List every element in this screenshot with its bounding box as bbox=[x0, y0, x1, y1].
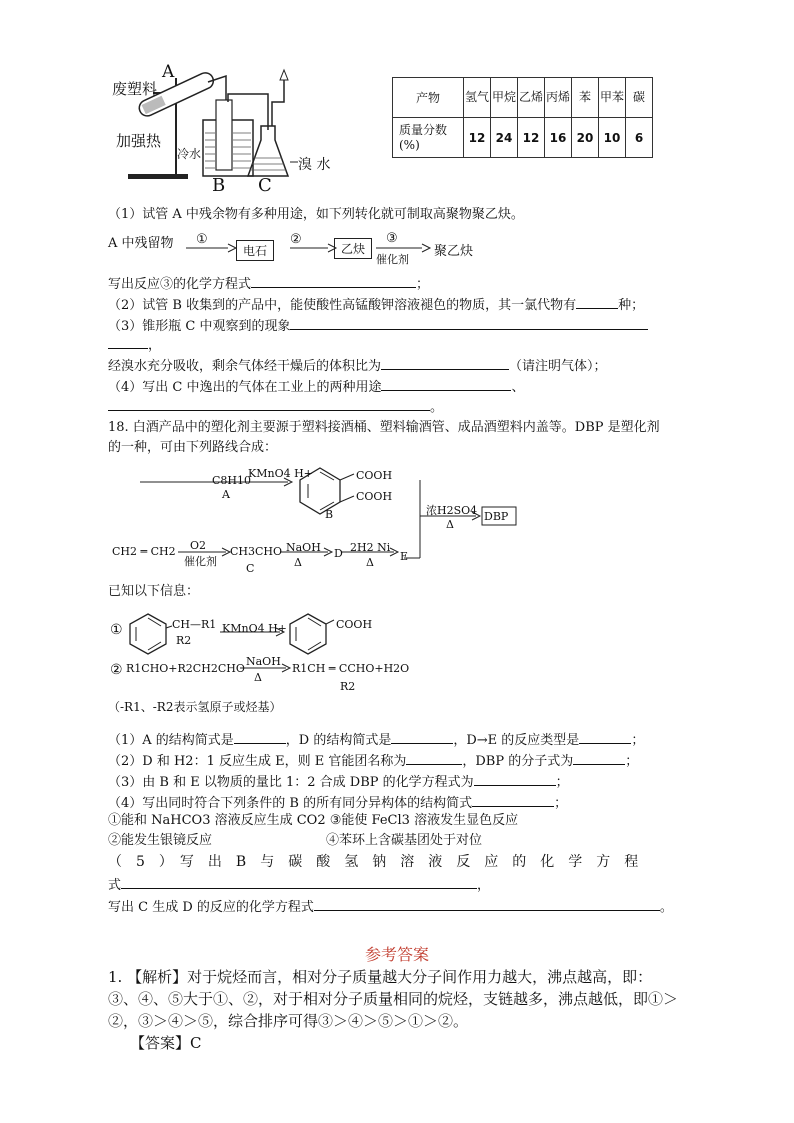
q18-s4 bbox=[108, 792, 567, 813]
answer-1-line-1: 1. 【解析】对于烷烃而言，相对分子质量越大分子间作用力越大，沸点越高，即： bbox=[108, 968, 653, 986]
q18-s1-end: ； bbox=[631, 733, 645, 748]
o2: O2 bbox=[190, 539, 207, 552]
dbp-box: DBP bbox=[484, 510, 509, 523]
table-cell: 24 bbox=[491, 118, 518, 158]
catalyst-label: 催化剂 bbox=[376, 253, 409, 266]
naoh-1: NaOH bbox=[286, 541, 321, 554]
q17-p3-end: 种； bbox=[618, 298, 645, 313]
info2-number: ② bbox=[110, 662, 123, 678]
q17-p2-end: ； bbox=[416, 277, 430, 292]
label-b: B bbox=[212, 175, 226, 196]
naoh-2: NaOH bbox=[246, 655, 281, 668]
q17-p6-text: （4）写出 C 中逸出的气体在工业上的两种用途 bbox=[108, 380, 382, 395]
q18-conditions-2 bbox=[108, 832, 482, 850]
q18-s3-end: ； bbox=[555, 775, 569, 790]
q17-p7-end: 。 bbox=[430, 400, 444, 415]
q18-s2-text: （2）D 和 H2：1 反应生成 E，则 E 官能团名称为 bbox=[108, 754, 407, 769]
q17-part1: （1）试管 A 中残余物有多种用途，如下列转化就可制取高聚物聚乙炔。 bbox=[108, 207, 524, 222]
table-cell: 乙烯 bbox=[518, 78, 545, 118]
answers-title: 参考答案 bbox=[364, 945, 429, 964]
ethene: CH2 ═ CH2 bbox=[112, 545, 176, 558]
ch-r1: CH—R1 bbox=[172, 618, 217, 631]
r-group-note: （-R1、-R2表示氢原子或烃基） bbox=[108, 700, 282, 714]
answer-blank[interactable] bbox=[406, 750, 462, 765]
answer-blank[interactable] bbox=[472, 792, 554, 807]
answer-blank[interactable] bbox=[576, 294, 618, 309]
q17-p2-text: 写出反应③的化学方程式 bbox=[108, 277, 252, 292]
info1-number: ① bbox=[110, 622, 123, 638]
step-1-marker: ① bbox=[196, 232, 208, 247]
answer-blank[interactable] bbox=[121, 874, 477, 889]
answer-1-line-2: ③、④、⑤大于①、②，对于相对分子质量相同的烷烃，支链越多，沸点越低，即①＞ bbox=[108, 990, 679, 1008]
answer-1-line-3: ②，③＞④＞⑤，综合排序可得③＞④＞⑤＞①＞②。 bbox=[108, 1012, 469, 1030]
answer-blank[interactable] bbox=[474, 771, 556, 786]
answer-blank[interactable] bbox=[108, 334, 148, 349]
table-cell: 6 bbox=[626, 118, 653, 158]
d-label: D bbox=[334, 547, 343, 560]
step-2-marker: ② bbox=[290, 232, 302, 247]
kmno4-2: KMnO4 H+ bbox=[222, 622, 287, 635]
answer-blank[interactable] bbox=[381, 355, 509, 370]
answer-blank[interactable] bbox=[391, 729, 453, 744]
cooh-1: COOH bbox=[356, 469, 393, 482]
label-c: C bbox=[258, 175, 272, 196]
b-label: B bbox=[325, 508, 334, 521]
table-row-head: 质量分数(%) bbox=[393, 118, 464, 158]
q18-s1b-text: ，D 的结构简式是 bbox=[285, 733, 392, 748]
condition-4: ④苯环上含碳基团处于对位 bbox=[326, 833, 483, 848]
q17-p4b bbox=[108, 334, 161, 355]
a-label: A bbox=[222, 488, 230, 501]
cooh-2: COOH bbox=[356, 490, 393, 503]
info2-r2: R2 bbox=[340, 680, 356, 693]
label-a: A bbox=[162, 62, 175, 82]
step-3-marker: ③ bbox=[386, 231, 398, 246]
q18-s6 bbox=[108, 896, 673, 917]
q17-p7 bbox=[108, 396, 443, 417]
q18-s4-end: ； bbox=[554, 796, 568, 811]
h2-ni: 2H2 Ni bbox=[350, 541, 391, 554]
table-cell: 苯 bbox=[572, 78, 599, 118]
table-row-head: 产物 bbox=[393, 78, 464, 118]
answer-1-result: 【答案】C bbox=[130, 1034, 202, 1052]
q18-s5: （ 5 ） 写 出 B 与 碳 酸 氢 钠 溶 液 反 应 的 化 学 方 程 bbox=[108, 854, 639, 870]
info2-right: R1CH ═ CCHO+H2O bbox=[292, 662, 410, 675]
e-label: E bbox=[400, 550, 409, 563]
answer-blank[interactable] bbox=[573, 750, 625, 765]
q17-p6 bbox=[108, 376, 525, 397]
q18-conditions-1 bbox=[108, 812, 518, 830]
catalyst-2: 催化剂 bbox=[184, 555, 217, 568]
table-cell: 12 bbox=[518, 118, 545, 158]
q17-reaction-chain bbox=[108, 232, 174, 251]
label-waste-plastic: 废塑料 bbox=[112, 80, 158, 98]
q18-s5b-text: 式 bbox=[108, 878, 122, 893]
table-cell: 10 bbox=[599, 118, 626, 158]
delta-3: Δ bbox=[366, 556, 374, 569]
table-cell: 碳 bbox=[626, 78, 653, 118]
q17-p3 bbox=[108, 294, 644, 315]
q17-p4-text: （3）锥形瓶 C 中观察到的现象 bbox=[108, 319, 291, 334]
q18-s5b-end: ， bbox=[477, 878, 491, 893]
q18-s6-end: 。 bbox=[659, 900, 673, 915]
table-cell: 氢气 bbox=[464, 78, 491, 118]
acetaldehyde: CH3CHO bbox=[230, 545, 283, 558]
q18-s4-text: （4）写出同时符合下列条件的 B 的所有同分异构体的结构简式 bbox=[108, 796, 473, 811]
q18-s1c-text: ，D→E 的反应类型是 bbox=[453, 733, 580, 748]
answer-blank[interactable] bbox=[234, 729, 286, 744]
condition-3: ③能使 FeCl3 溶液发生显色反应 bbox=[329, 813, 519, 828]
known-info-heading: 已知以下信息： bbox=[108, 584, 200, 599]
q18-s1 bbox=[108, 729, 644, 750]
table-cell: 20 bbox=[572, 118, 599, 158]
q18-s5b bbox=[108, 874, 490, 895]
conc-sulfuric-acid: 浓H2SO4 bbox=[426, 504, 478, 517]
table-cell: 16 bbox=[545, 118, 572, 158]
q17-p5 bbox=[108, 355, 607, 376]
q18-s6-text: 写出 C 生成 D 的反应的化学方程式 bbox=[108, 900, 314, 915]
delta-4: Δ bbox=[254, 671, 262, 684]
box-acetylene: 乙炔 bbox=[334, 238, 372, 259]
label-cold-water: 冷水 bbox=[177, 147, 202, 161]
answer-blank[interactable] bbox=[579, 729, 631, 744]
c-label: C bbox=[246, 562, 255, 575]
q17-p6-sep: 、 bbox=[511, 380, 525, 395]
answer-blank[interactable] bbox=[290, 315, 648, 330]
a-formula: C8H10 bbox=[212, 474, 252, 487]
q18-s2-end: ； bbox=[625, 754, 639, 769]
answer-blank[interactable] bbox=[381, 376, 511, 391]
q18-s3-text: （3）由 B 和 E 以物质的量比 1：2 合成 DBP 的化学方程式为 bbox=[108, 775, 474, 790]
info2-left: R1CHO+R2CH2CHO bbox=[126, 662, 245, 675]
condition-2: ②能发生银镜反应 bbox=[108, 833, 213, 848]
q18-s2b-text: ，DBP 的分子式为 bbox=[462, 754, 574, 769]
table-cell: 甲苯 bbox=[599, 78, 626, 118]
product-table bbox=[392, 77, 653, 158]
q17-p4b-text: ， bbox=[148, 338, 162, 353]
delta-2: Δ bbox=[294, 556, 302, 569]
table-cell: 12 bbox=[464, 118, 491, 158]
chain-start: A 中残留物 bbox=[108, 236, 174, 251]
reagent-kmno4: KMnO4 H+ bbox=[248, 467, 313, 480]
q18-intro-1: 18. 白酒产品中的塑化剂主要源于塑料接酒桶、塑料输酒管、成品酒塑料内盖等。DBP 是塑化剂 bbox=[108, 420, 660, 435]
q17-p4 bbox=[108, 315, 648, 336]
q18-intro-2: 的一种，可由下列路线合成： bbox=[108, 440, 278, 455]
delta-1: Δ bbox=[446, 518, 454, 531]
label-strong-heat: 加强热 bbox=[116, 132, 162, 150]
answer-blank[interactable] bbox=[314, 896, 660, 911]
label-bromine-water: 溴 水 bbox=[298, 157, 331, 173]
r2-1: R2 bbox=[176, 634, 192, 647]
q18-s1-text: （1）A 的结构简式是 bbox=[108, 733, 234, 748]
table-cell: 丙烯 bbox=[545, 78, 572, 118]
table-cell: 甲烷 bbox=[491, 78, 518, 118]
condition-1: ①能和 NaHCO3 溶液反应生成 CO2 bbox=[108, 813, 326, 828]
box-calcium-carbide: 电石 bbox=[236, 240, 274, 261]
q17-p5-end: （请注明气体）； bbox=[509, 359, 607, 374]
q17-p3-text: （2）试管 B 收集到的产品中，能使酸性高锰酸钾溶液褪色的物质，其一氯代物有 bbox=[108, 298, 577, 313]
answer-blank[interactable] bbox=[108, 396, 430, 411]
chain-end: 聚乙炔 bbox=[434, 244, 474, 259]
q17-p5-text: 经溴水充分吸收，剩余气体经干燥后的体积比为 bbox=[108, 359, 382, 374]
answer-blank[interactable] bbox=[251, 273, 416, 288]
cooh-3: COOH bbox=[336, 618, 373, 631]
q17-p2 bbox=[108, 273, 429, 294]
q18-s3 bbox=[108, 771, 569, 792]
q18-s2 bbox=[108, 750, 638, 771]
